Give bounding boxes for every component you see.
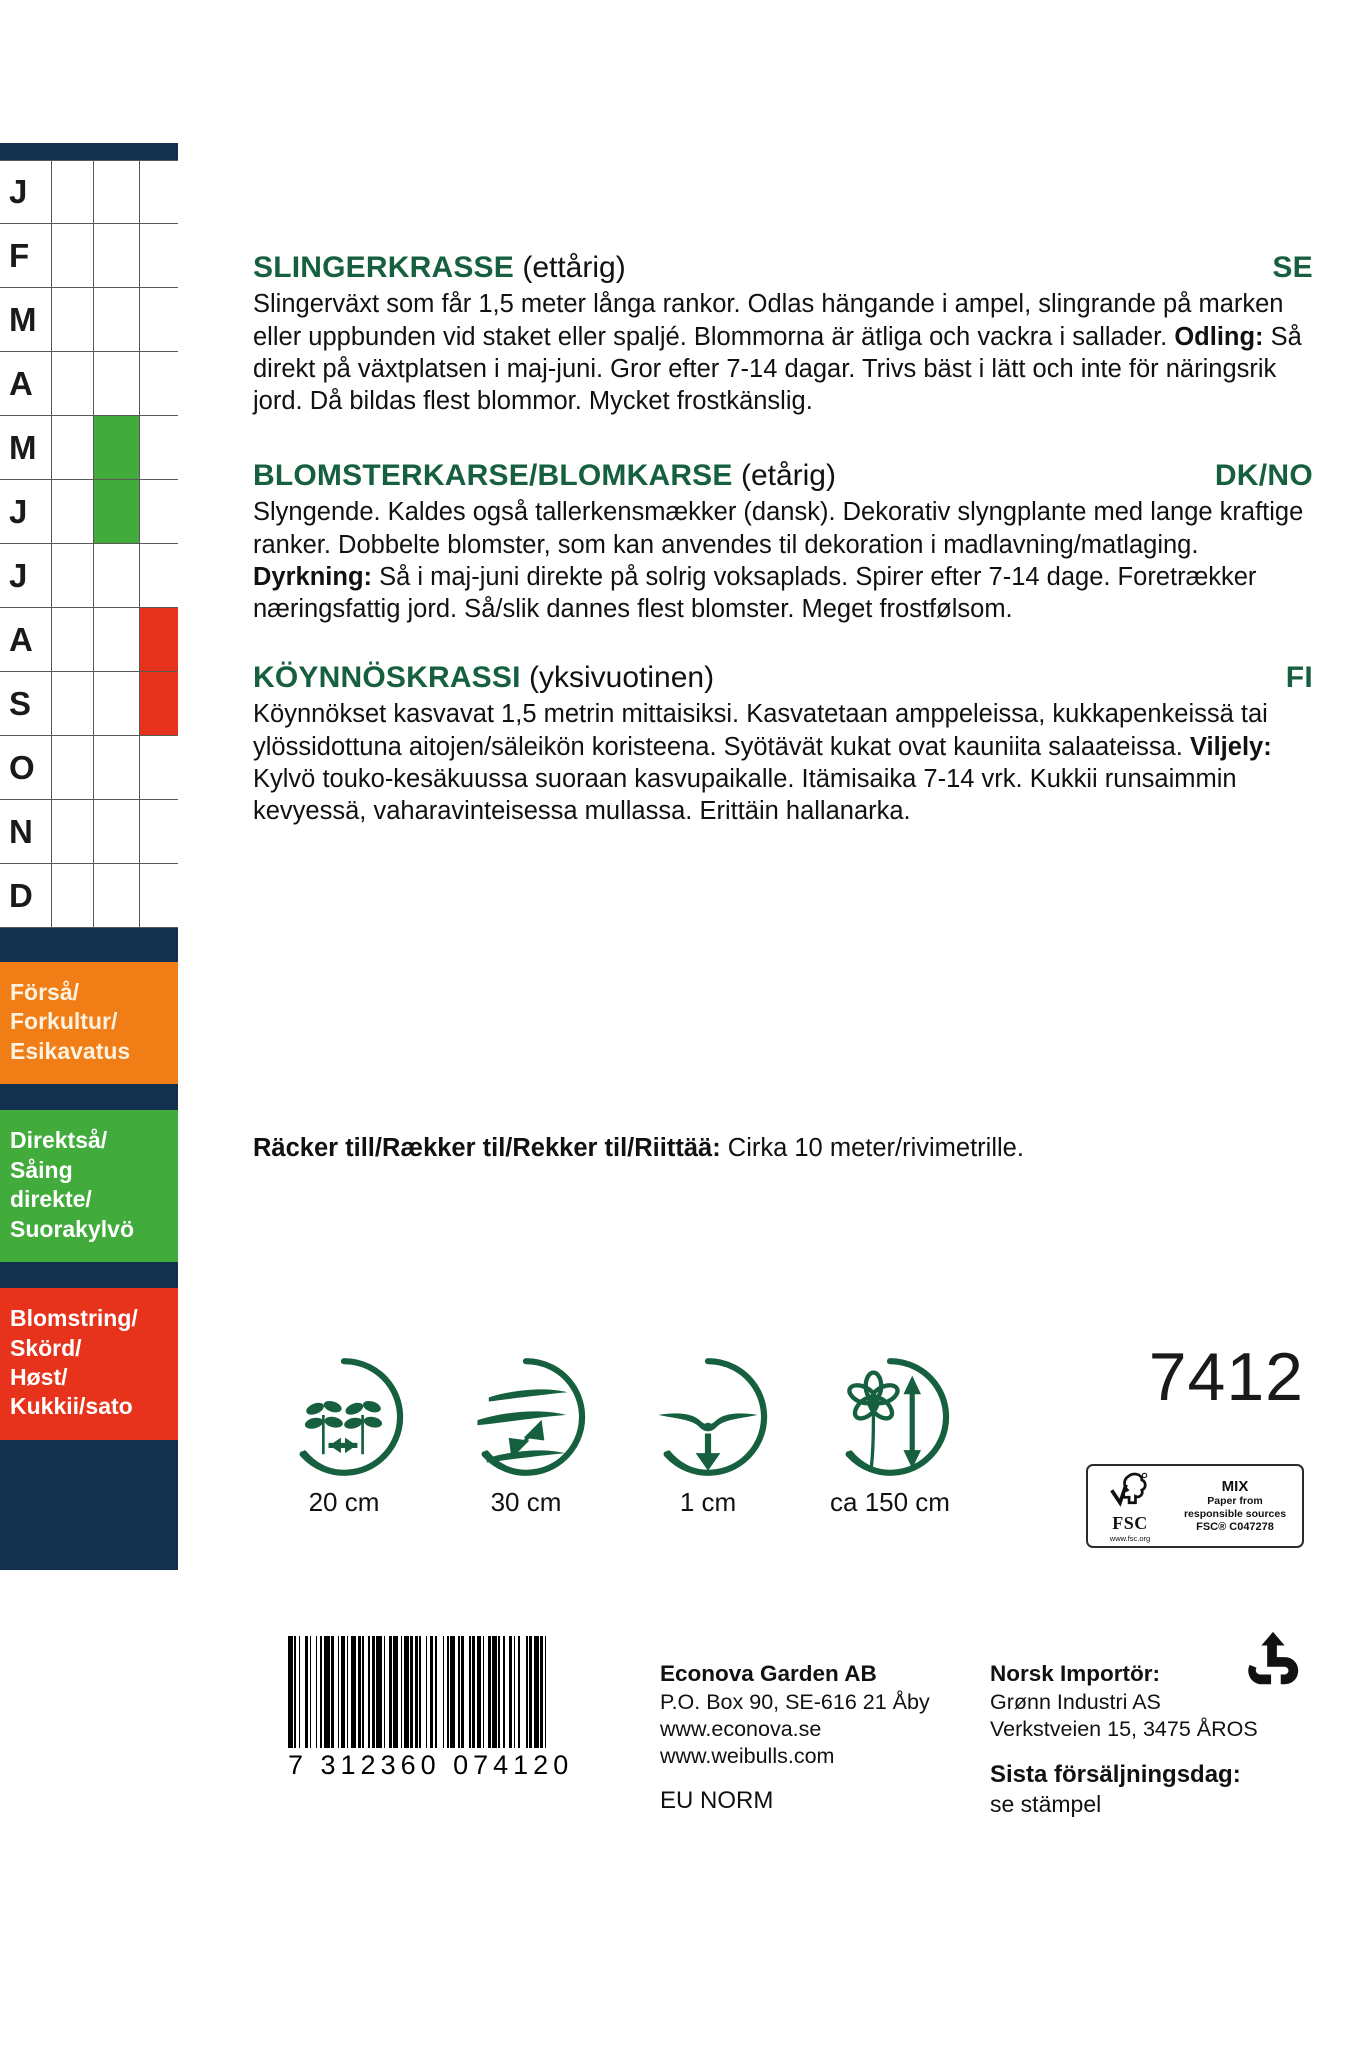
calendar-row-f-1 [0,224,178,288]
calendar-cell [94,672,140,736]
barcode-digits: 7 312360 074120 [288,1750,574,1780]
pictogram-row-spacing [435,1355,617,1518]
language-section-se [253,250,1313,417]
pictogram-sowing-depth [617,1355,799,1518]
calendar-cell [140,288,178,352]
fsc-tree-checkmark-icon [1109,1470,1151,1510]
legend-line: Esikavatus [10,1037,131,1064]
calendar-cell [140,544,178,608]
calendar-cell [94,608,140,672]
legend-line: Forkultur/ [10,1008,118,1035]
language-code-fi: FI [1285,661,1313,694]
fsc-mark [1088,1470,1168,1543]
coverage-value: Cirka 10 meter/rivimetrille. [720,1134,1024,1162]
calendar-row-m-4 [0,416,178,480]
calendar-cell [94,736,140,800]
fsc-logo [1086,1464,1304,1548]
calendar-cell [52,160,94,224]
calendar-month-label: O [0,736,52,800]
calendar-month-label: S [0,672,52,736]
fsc-line1: Paper from [1207,1495,1263,1508]
expiry-title: Sista försäljningsdag: [990,1761,1241,1788]
barcode-bars [288,1636,596,1748]
legend-line: Suorakylvö [10,1215,134,1242]
calendar-cell [140,224,178,288]
calendar-cell [52,608,94,672]
calendar-top-bar [0,143,178,160]
calendar-cell [140,800,178,864]
calendar-footer-bar [0,1440,178,1570]
calendar-row-j-5 [0,480,178,544]
calendar-cell [94,288,140,352]
calendar-cell [94,416,140,480]
calendar-cell [140,608,178,672]
calendar-month-label: F [0,224,52,288]
legend-item-blomstring [0,1288,178,1440]
section-body-se: Slingerväxt som får 1,5 meter långa rankor. Odlas hängande i ampel, slingrande på marken eller uppbunden vid staket eller spaljé. Blommorna är ätliga och vackra i sallader. Odling: Så direkt på växtplatsen i maj-juni. Gror efter 7-14 dagar. Trivs bäst i lätt och inte för näringsrik jord. Då bildas flest blommor. Mycket frostkänslig. [253,290,1302,416]
plant-height-icon [828,1355,952,1479]
calendar-cell [52,672,94,736]
calendar-cell [52,736,94,800]
legend-line: Förså/ [10,979,80,1005]
plant-name-dkno: BLOMSTERKARSE/BLOMKARSE [253,459,733,492]
section-heading-dkno [253,458,1313,493]
section-body-fi: Köynnökset kasvavat 1,5 metrin mittaisiksi. Kasvatetaan amppeleissa, kukkapenkeissä tai ylössidottuna aitojen/säleikön koristeena. Syötävät kukat ovat kauniita salaateissa. Viljely: Kylvö touko-kesäkuussa suoraan kasvupaikalle. Itämisaika 7-14 vrk. Kukkii runsaimmin kevyessä, vaharavinteisessa mullassa. Erittäin hallanarka. [253,700,1272,826]
calendar-cell [52,864,94,928]
pictogram-row [253,1355,983,1518]
barcode-bar [546,1636,551,1748]
calendar-cell [52,800,94,864]
calendar-cell [140,416,178,480]
calendar-row-m-2 [0,288,178,352]
plant-lifecycle-se: (ettårig) [522,251,626,284]
calendar-cell [52,480,94,544]
calendar-cell [52,288,94,352]
plant-name-fi: KÖYNNÖSKRASSI [253,661,521,694]
legend-line: Direktså/ [10,1127,108,1154]
language-code-se: SE [1272,251,1313,284]
language-section-dkno [253,458,1313,625]
manufacturer-info [660,1660,930,1770]
fsc-label: FSC [1112,1512,1148,1533]
calendar-row-j-0 [0,160,178,224]
legend-line: direkte/ [10,1186,92,1213]
pictogram-label: ca 150 cm [830,1487,950,1517]
legend-line: Kukkii/sato [10,1393,133,1420]
calendar-cell [140,160,178,224]
importer-title: Norsk Importör: [990,1661,1161,1686]
calendar-cell [140,736,178,800]
section-body-dkno: Slyngende. Kaldes også tallerkensmækker (dansk). Dekorativ slyngplante med lange kraftige ranker. Dobbelte blomster, som kan anvendes til dekoration i madlavning/matlaging. Dyrkning: Så i maj-juni direkte på solrig voksaplads. Spirer efter 7-14 dage. Foretrækker næringsfattig jord. Så/slik dannes flest blomster. Meget frostfølsom. [253,498,1304,624]
calendar-month-label: J [0,480,52,544]
calendar-cell [94,224,140,288]
plant-name-se: SLINGERKRASSE [253,251,514,284]
legend-line: Høst/ [10,1363,68,1390]
calendar-cell [140,480,178,544]
calendar-row-s-8 [0,672,178,736]
pictogram-label: 20 cm [308,1487,380,1517]
coverage-label: Räcker till/Rækker til/Rekker til/Riittää: [253,1134,721,1162]
legend-divider [0,1262,178,1288]
calendar-row-a-7 [0,608,178,672]
legend-line: Skörd/ [10,1334,82,1361]
coverage-line [253,1132,1313,1164]
plant-spacing-icon [282,1355,406,1479]
fsc-code: FSC® C047278 [1196,1521,1274,1534]
pictogram-plant-spacing [253,1355,435,1518]
calendar-cell [52,352,94,416]
fsc-text [1168,1478,1302,1534]
calendar-bottom-bar [0,928,178,962]
section-heading-se [253,250,1313,285]
plant-lifecycle-dkno: (etårig) [740,459,836,492]
calendar-month-label: A [0,352,52,416]
calendar-row-d-11 [0,864,178,928]
calendar-cell [140,352,178,416]
calendar-cell [94,352,140,416]
calendar-row-n-10 [0,800,178,864]
calendar-cell [140,864,178,928]
importer-company: Grønn Industri AS [990,1689,1161,1714]
manufacturer-address: P.O. Box 90, SE-616 21 Åby [660,1689,930,1714]
language-section-fi [253,660,1313,827]
eu-norm-label: EU NORM [660,1787,774,1814]
fsc-url: www.fsc.org [1109,1533,1151,1543]
calendar-cell [52,224,94,288]
calendar-cell [94,864,140,928]
manufacturer-website-1[interactable]: www.econova.se [660,1716,822,1741]
pictogram-plant-height [799,1355,981,1518]
legend-divider [0,1084,178,1110]
sowing-calendar-panel [0,143,178,1570]
calendar-cell [94,480,140,544]
row-spacing-icon [464,1355,588,1479]
importer-info [990,1660,1258,1743]
language-code-dkno: DK/NO [1214,459,1313,492]
product-number: 7412 [1148,1339,1304,1415]
calendar-row-j-6 [0,544,178,608]
section-heading-fi [253,660,1313,695]
calendar-row-o-9 [0,736,178,800]
legend-item-direktsa [0,1110,178,1262]
legend-line: Såing [10,1156,73,1183]
calendar-cell [94,800,140,864]
calendar-month-label: A [0,608,52,672]
sowing-depth-icon [646,1355,770,1479]
recycling-icon [1242,1628,1304,1695]
calendar-month-label: M [0,288,52,352]
fsc-mix-label: MIX [1221,1477,1249,1495]
manufacturer-name: Econova Garden AB [660,1661,877,1686]
importer-address: Verkstveien 15, 3475 ÅROS [990,1716,1258,1741]
expiry-info [990,1760,1241,1820]
calendar-month-label: M [0,416,52,480]
fsc-line2: responsible sources [1183,1507,1287,1520]
calendar-row-a-3 [0,352,178,416]
calendar-month-label: D [0,864,52,928]
barcode [288,1636,608,1781]
plant-lifecycle-fi: (yksivuotinen) [528,661,715,694]
calendar-month-label: N [0,800,52,864]
calendar-cell [52,544,94,608]
legend-item-forsa [0,962,178,1084]
calendar-cell [94,160,140,224]
calendar-cell [94,544,140,608]
pictogram-label: 1 cm [679,1487,737,1517]
legend-line: Blomstring/ [10,1305,138,1332]
manufacturer-website-2[interactable]: www.weibulls.com [660,1744,835,1769]
expiry-value: se stämpel [990,1791,1102,1818]
calendar-cell [52,416,94,480]
calendar-cell [140,672,178,736]
pictogram-label: 30 cm [490,1487,562,1517]
calendar-grid [0,160,178,928]
calendar-month-label: J [0,544,52,608]
calendar-month-label: J [0,160,52,224]
